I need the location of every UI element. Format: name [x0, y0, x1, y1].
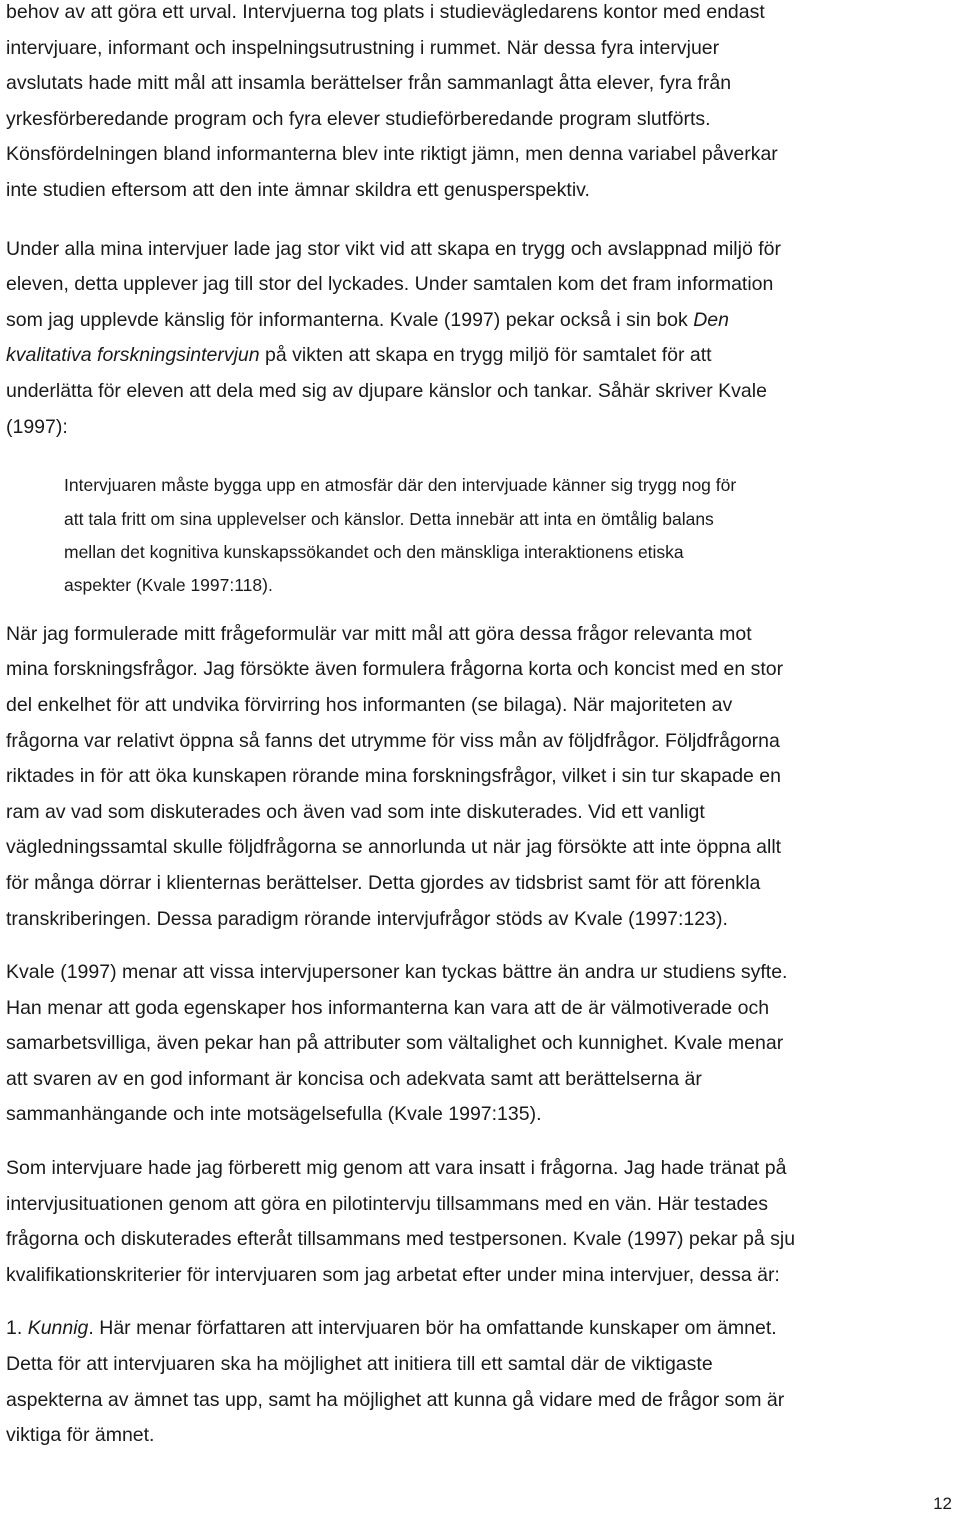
- text-line: avslutats hade mitt mål att insamla berättelser från sammanlagt åtta elever, fyra från: [6, 72, 732, 95]
- text-line: underlätta för eleven att dela med sig av djupare känslor och tankar. Såhär skriver Kvale: [6, 379, 767, 402]
- document-page: [6, 0, 942, 1454]
- book-title-part: Den: [693, 308, 729, 331]
- text-line: Som intervjuare hade jag förberett mig genom att vara insatt i frågorna. Jag hade tränat på: [6, 1157, 787, 1180]
- paragraph-interviewer-preparation: [6, 1151, 942, 1293]
- quote-line: mellan det kognitiva kunskapssökandet och den mänskliga interaktionens etiska: [64, 541, 684, 562]
- text-line: intervjusituationen genom att göra en pilotintervju tillsammans med en vän. Här testades: [6, 1192, 768, 1215]
- text-line: viktiga för ämnet.: [6, 1424, 155, 1447]
- text-line: inte studien eftersom att den inte ämnar skildra ett genusperspektiv.: [6, 178, 590, 201]
- text-line: samarbetsvilliga, även pekar han på attributer som vältalighet och kunnighet. Kvale menar: [6, 1032, 784, 1055]
- text-line: När jag formulerade mitt frågeformulär var mitt mål att göra dessa frågor relevanta mot: [6, 622, 752, 645]
- text-line: kvalifikationskriterier för intervjuaren som jag arbetat efter under mina intervjuer, dessa är:: [6, 1263, 780, 1286]
- text-line: som jag upplevde känslig för informanterna. Kvale (1997) pekar också i sin bok: [6, 308, 694, 331]
- text-line: riktades in för att öka kunskapen rörande mina forskningsfrågor, vilket i sin tur skapade en: [6, 765, 781, 788]
- book-title-part: kvalitativa forskningsintervjun: [6, 344, 260, 367]
- paragraph-interview-environment: [6, 232, 942, 446]
- text-line: intervjuare, informant och inspelningsutrustning i rummet. När dessa fyra intervjuer: [6, 36, 720, 59]
- paragraph-spacer: [6, 214, 942, 232]
- criterion-item-1: [6, 1311, 942, 1453]
- text-line: att svaren av en god informant är koncisa och adekvata samt att berättelserna är: [6, 1067, 702, 1090]
- list-number: 1.: [6, 1317, 28, 1340]
- text-line: vägledningssamtal skulle följdfrågorna se annorlunda ut när jag försökte att inte öppna allt: [6, 836, 782, 859]
- paragraph-questionnaire: [6, 617, 942, 937]
- paragraph-spacer: [6, 937, 942, 955]
- criterion-term: Kunnig: [27, 1317, 89, 1340]
- text-line: ram av vad som diskuterades och även vad som inte diskuterades. Vid ett vanligt: [6, 800, 705, 823]
- text-line: yrkesförberedande program och fyra elever studieförberedande program slutförts.: [6, 107, 711, 130]
- text-line: . Här menar författaren att intervjuaren bör ha omfattande kunskaper om ämnet.: [88, 1317, 777, 1340]
- text-line: för många dörrar i klienternas berättelser. Detta gjordes av tidsbrist samt för att förenkla: [6, 871, 761, 894]
- paragraph-informant-qualities: [6, 955, 942, 1133]
- text-line: transkriberingen. Dessa paradigm rörande intervjufrågor stöds av Kvale (1997:123).: [6, 907, 728, 930]
- quote-line: aspekter (Kvale 1997:118).: [64, 575, 273, 596]
- text-line: del enkelhet för att undvika förvirring hos informanten (se bilaga). När majoriteten av: [6, 693, 733, 716]
- text-line: på vikten att skapa en trygg miljö för samtalet för att: [259, 344, 712, 367]
- quote-line: att tala fritt om sina upplevelser och känslor. Detta innebär att inta en ömtålig balans: [64, 508, 714, 529]
- text-line: Han menar att goda egenskaper hos informanterna kan vara att de är välmotiverade och: [6, 996, 770, 1019]
- text-line: (1997):: [6, 415, 68, 438]
- text-line: frågorna var relativt öppna så fanns det utrymme för viss mån av följdfrågor. Följdfrågorna: [6, 729, 780, 752]
- text-line: Kvale (1997) menar att vissa intervjupersoner kan tyckas bättre än andra ur studiens syfte.: [6, 961, 788, 984]
- quote-line: Intervjuaren måste bygga upp en atmosfär där den intervjuade känner sig trygg nog för: [64, 475, 737, 496]
- paragraph-selection-gender: [6, 0, 942, 209]
- page-number: 12: [933, 1494, 952, 1513]
- paragraph-spacer: [6, 1133, 942, 1151]
- text-line: aspekterna av ämnet tas upp, samt ha möjlighet att kunna gå vidare med de frågor som är: [6, 1388, 785, 1411]
- text-line: frågorna och diskuterades efteråt tillsammans med testpersonen. Kvale (1997) pekar på sju: [6, 1228, 796, 1251]
- text-line: Under alla mina intervjuer lade jag stor vikt vid att skapa en trygg och avslappnad miljö för: [6, 237, 781, 260]
- block-quote: [64, 469, 942, 603]
- text-line: behov av att göra ett urval. Intervjuerna tog plats i studievägledarens kontor med endast: [6, 1, 765, 23]
- paragraph-spacer: [6, 603, 942, 617]
- text-line: Detta för att intervjuaren ska ha möjlighet att initiera till ett samtal där de viktigaste: [6, 1353, 713, 1376]
- paragraph-spacer: [6, 445, 942, 469]
- text-line: mina forskningsfrågor. Jag försökte även formulera frågorna korta och koncist med en stor: [6, 658, 784, 681]
- paragraph-spacer: [6, 1293, 942, 1311]
- text-line: eleven, detta upplever jag till stor del lyckades. Under samtalen kom det fram information: [6, 273, 774, 296]
- text-line: sammanhängande och inte motsägelsefulla (Kvale 1997:135).: [6, 1103, 542, 1126]
- text-line: Könsfördelningen bland informanterna blev inte riktigt jämn, men denna variabel påverkar: [6, 143, 778, 166]
